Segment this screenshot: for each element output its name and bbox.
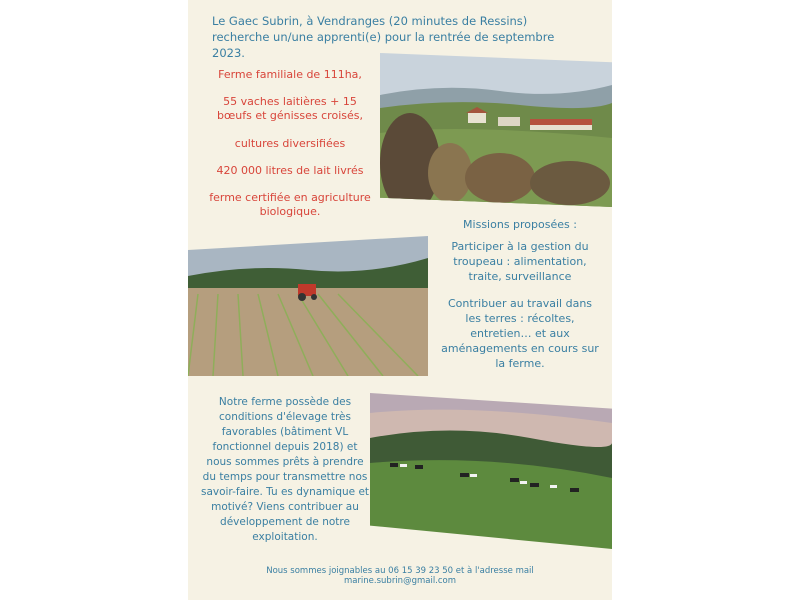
intro-line-2: recherche un/une apprenti(e) pour la rentrée de septembre 2023. (212, 30, 555, 60)
intro-line-1: Le Gaec Subrin, à Vendranges (20 minutes de Ressins) (212, 14, 528, 28)
mission-item-1: Participer à la gestion du troupeau : alimentation, traite, surveillance (451, 240, 589, 283)
farm-herd: 55 vaches laitières + 15 bœufs et génisses croisés, (217, 95, 363, 122)
farm-organic: ferme certifiée en agriculture biologique. (209, 191, 371, 218)
missions-heading: Missions proposées : (463, 218, 577, 231)
mission-item-2: Contribuer au travail dans les terres : récoltes, entretien… et aux aménagements en cours sur la ferme. (441, 297, 599, 370)
crop-field-photo (188, 236, 428, 376)
cows-grazing-photo (370, 393, 612, 549)
farm-landscape-photo (380, 53, 612, 207)
farm-crops: cultures diversifiées (234, 137, 346, 150)
farm-description: Notre ferme possède des conditions d'élevage très favorables (bâtiment VL fonctionnel depuis 2018) et nous sommes prêts à prendre du temps pour transmettre nos savoir-faire. Tu es dynamique et motivé? Viens contribuer au développement de notre exploitation. (200, 396, 370, 543)
contact-line: Nous sommes joignables au 06 15 39 23 50 et à l'adresse mail marine.subrin@gmail.com (266, 566, 534, 586)
farm-size: Ferme familiale de 111ha, (218, 68, 362, 81)
farm-milk: 420 000 litres de lait livrés (216, 164, 364, 177)
